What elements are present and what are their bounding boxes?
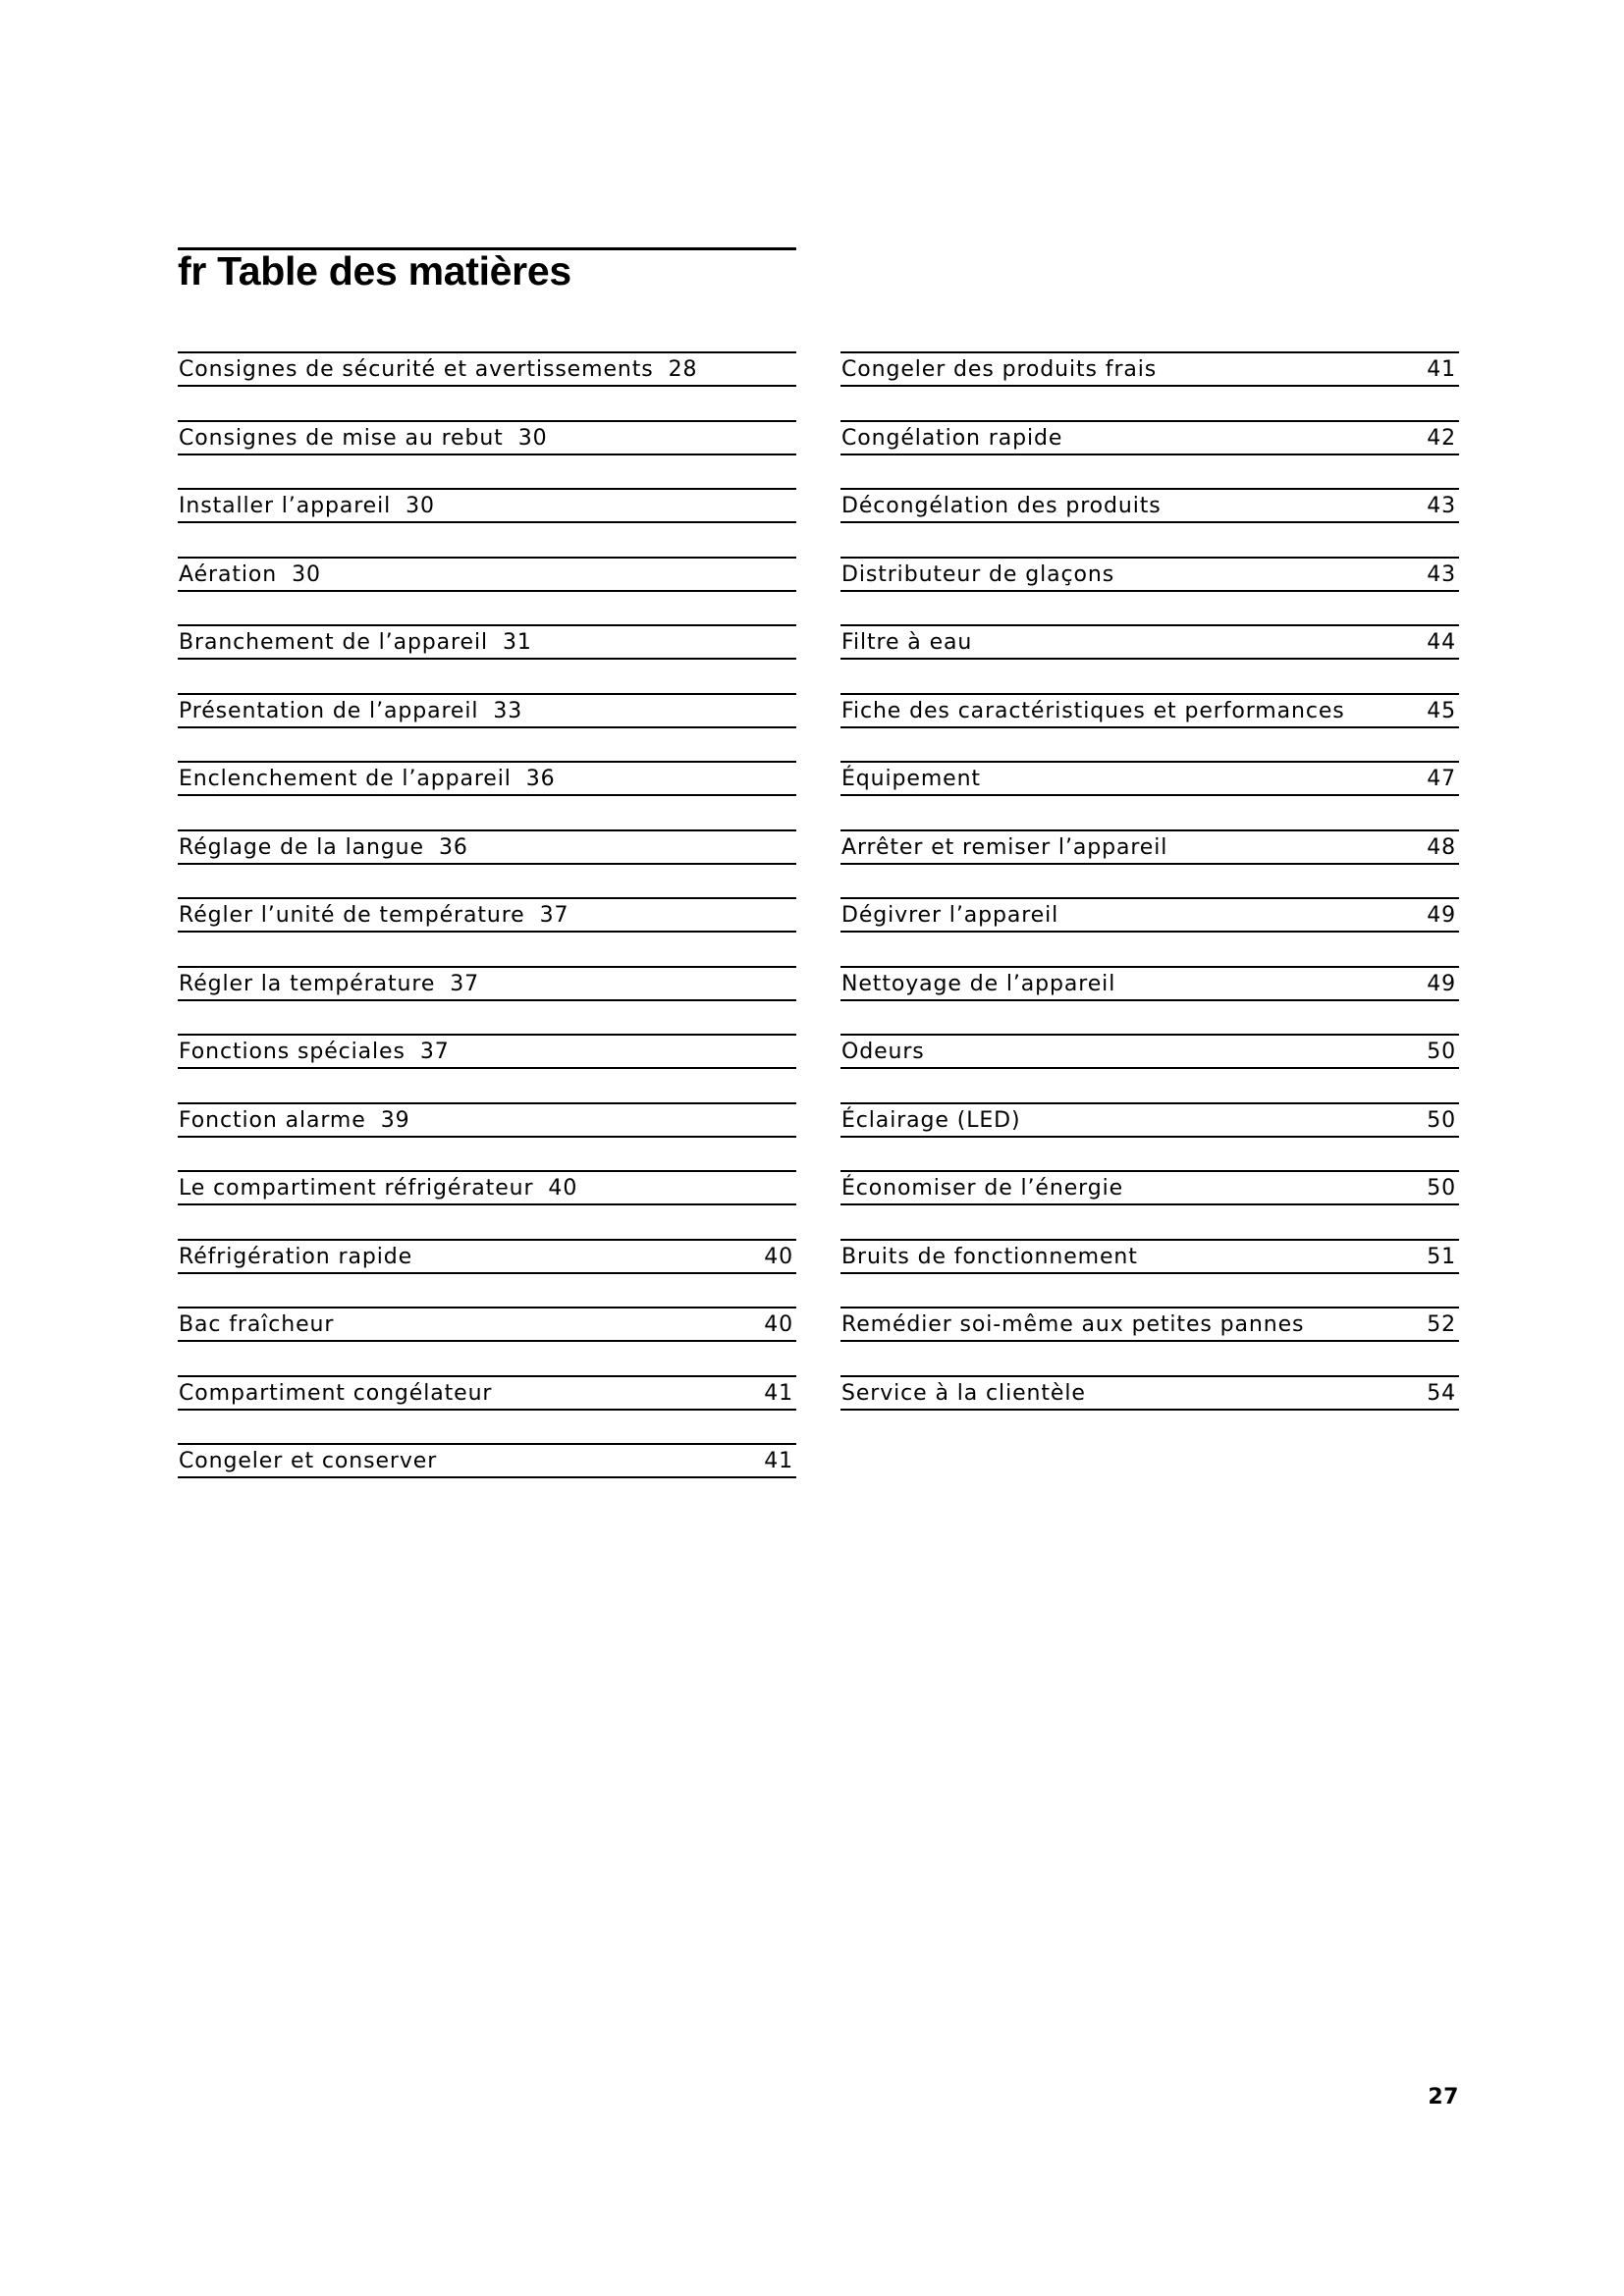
- toc-entry-page: 50: [1427, 1107, 1456, 1133]
- toc-entry-page: 41: [764, 1448, 793, 1473]
- toc-entry-page: 37: [419, 1039, 450, 1064]
- toc-entry-label: Présentation de l’appareil: [179, 698, 479, 723]
- toc-entry[interactable]: [178, 761, 796, 796]
- toc-entry-page: 40: [548, 1175, 578, 1201]
- toc-entry-label: Filtre à eau: [841, 629, 973, 655]
- toc-entry-label: Fonction alarme: [179, 1107, 366, 1133]
- toc-entry[interactable]: [840, 1170, 1459, 1205]
- toc-entry[interactable]: [178, 624, 796, 660]
- toc-entry-page: 41: [764, 1380, 793, 1406]
- toc-entry-page: 36: [525, 766, 556, 791]
- toc-entry-page: 43: [1427, 561, 1456, 587]
- toc-entry[interactable]: [178, 1102, 796, 1138]
- toc-entry-page: 31: [502, 629, 532, 655]
- toc-entry-page: 41: [1427, 356, 1456, 382]
- toc-entry-page: 40: [764, 1311, 793, 1337]
- toc-entry[interactable]: [840, 1239, 1459, 1274]
- toc-entry-label: Nettoyage de l’appareil: [841, 971, 1116, 996]
- toc-entry-page: 42: [1427, 425, 1456, 451]
- toc-entry-label: Fiche des caractéristiques et performances: [841, 698, 1345, 723]
- toc-entry-page: 39: [380, 1107, 410, 1133]
- toc-entry-label: Service à la clientèle: [841, 1380, 1086, 1406]
- toc-entry[interactable]: [840, 557, 1459, 592]
- toc-entry[interactable]: [840, 624, 1459, 660]
- toc-entry-label: Fonctions spéciales: [179, 1039, 406, 1064]
- toc-entry[interactable]: [178, 1034, 796, 1069]
- toc-entry-page: 45: [1427, 698, 1456, 723]
- toc-entry[interactable]: [178, 897, 796, 933]
- toc-entry[interactable]: [178, 1239, 796, 1274]
- toc-entry[interactable]: [840, 351, 1459, 387]
- toc-entry[interactable]: [178, 420, 796, 455]
- toc-entry[interactable]: [178, 1443, 796, 1478]
- toc-entry-page: 49: [1427, 971, 1456, 996]
- toc-entry-label: Régler la température: [179, 971, 436, 996]
- toc-entry-page: 54: [1427, 1380, 1456, 1406]
- toc-entry[interactable]: [840, 488, 1459, 523]
- page-title: fr Table des matières: [178, 248, 571, 294]
- toc-entry-label: Bac fraîcheur: [179, 1311, 335, 1337]
- toc-entry-label: Remédier soi-même aux petites pannes: [841, 1311, 1305, 1337]
- toc-entry-label: Dégivrer l’appareil: [841, 902, 1059, 928]
- toc-entry-page: 36: [438, 834, 468, 860]
- toc-entry[interactable]: [178, 1170, 796, 1205]
- toc-entry[interactable]: [840, 897, 1459, 933]
- toc-entry[interactable]: [840, 1034, 1459, 1069]
- toc-entry-page: 37: [539, 902, 569, 928]
- toc-entry[interactable]: [178, 351, 796, 387]
- toc-entry-page: 47: [1427, 766, 1456, 791]
- toc-entry-label: Branchement de l’appareil: [179, 629, 488, 655]
- toc-entry-label: Éclairage (LED): [841, 1107, 1021, 1133]
- toc-entry[interactable]: [178, 1375, 796, 1411]
- toc-entry-label: Réfrigération rapide: [179, 1244, 412, 1269]
- toc-entry-page: 43: [1427, 493, 1456, 518]
- toc-entry[interactable]: [840, 1375, 1459, 1411]
- toc-entry-page: 30: [406, 493, 435, 518]
- toc-entry-label: Compartiment congélateur: [179, 1380, 493, 1406]
- toc-entry-page: 51: [1427, 1244, 1456, 1269]
- toc-entry-label: Aération: [179, 561, 278, 587]
- toc-entry-page: 52: [1427, 1311, 1456, 1337]
- toc-entry-label: Consignes de sécurité et avertissements: [179, 356, 654, 382]
- toc-entry-page: 44: [1427, 629, 1456, 655]
- toc-entry-page: 30: [292, 561, 321, 587]
- toc-entry[interactable]: [840, 761, 1459, 796]
- toc-entry-label: Régler l’unité de température: [179, 902, 525, 928]
- toc-entry[interactable]: [840, 693, 1459, 728]
- toc-entry[interactable]: [840, 829, 1459, 865]
- toc-entry[interactable]: [840, 420, 1459, 455]
- toc-entry[interactable]: [840, 966, 1459, 1001]
- toc-entry-label: Odeurs: [841, 1039, 925, 1064]
- toc-entry-page: 30: [517, 425, 548, 451]
- toc-entry-label: Réglage de la langue: [179, 834, 424, 860]
- toc-entry[interactable]: [178, 557, 796, 592]
- page-number: 27: [1428, 2085, 1459, 2109]
- toc-entry-label: Équipement: [841, 766, 981, 791]
- toc-entry-label: Le compartiment réfrigérateur: [179, 1175, 534, 1201]
- toc-entry[interactable]: [840, 1307, 1459, 1342]
- toc-entry-label: Congeler des produits frais: [841, 356, 1158, 382]
- toc-entry-label: Congélation rapide: [841, 425, 1063, 451]
- toc-entry-label: Enclenchement de l’appareil: [179, 766, 512, 791]
- toc-entry-label: Installer l’appareil: [179, 493, 392, 518]
- toc-entry-page: 50: [1427, 1175, 1456, 1201]
- toc-entry-label: Consignes de mise au rebut: [179, 425, 504, 451]
- toc-entry-label: Congeler et conserver: [179, 1448, 438, 1473]
- toc-entry[interactable]: [178, 1307, 796, 1342]
- toc-entry[interactable]: [178, 829, 796, 865]
- toc-entry[interactable]: [178, 693, 796, 728]
- toc-entry-page: 28: [668, 356, 698, 382]
- toc-entry-label: Économiser de l’énergie: [841, 1175, 1124, 1201]
- toc-entry-label: Distributeur de glaçons: [841, 561, 1115, 587]
- toc-entry-page: 48: [1427, 834, 1456, 860]
- toc-entry-page: 33: [493, 698, 523, 723]
- toc-entry-label: Décongélation des produits: [841, 493, 1162, 518]
- toc-entry-page: 49: [1427, 902, 1456, 928]
- toc-entry-page: 50: [1427, 1039, 1456, 1064]
- toc-entry-label: Bruits de fonctionnement: [841, 1244, 1138, 1269]
- toc-entry[interactable]: [840, 1102, 1459, 1138]
- toc-entry-label: Arrêter et remiser l’appareil: [841, 834, 1168, 860]
- toc-entry[interactable]: [178, 966, 796, 1001]
- toc-entry-page: 37: [450, 971, 480, 996]
- toc-entry-page: 40: [764, 1244, 793, 1269]
- toc-entry[interactable]: [178, 488, 796, 523]
